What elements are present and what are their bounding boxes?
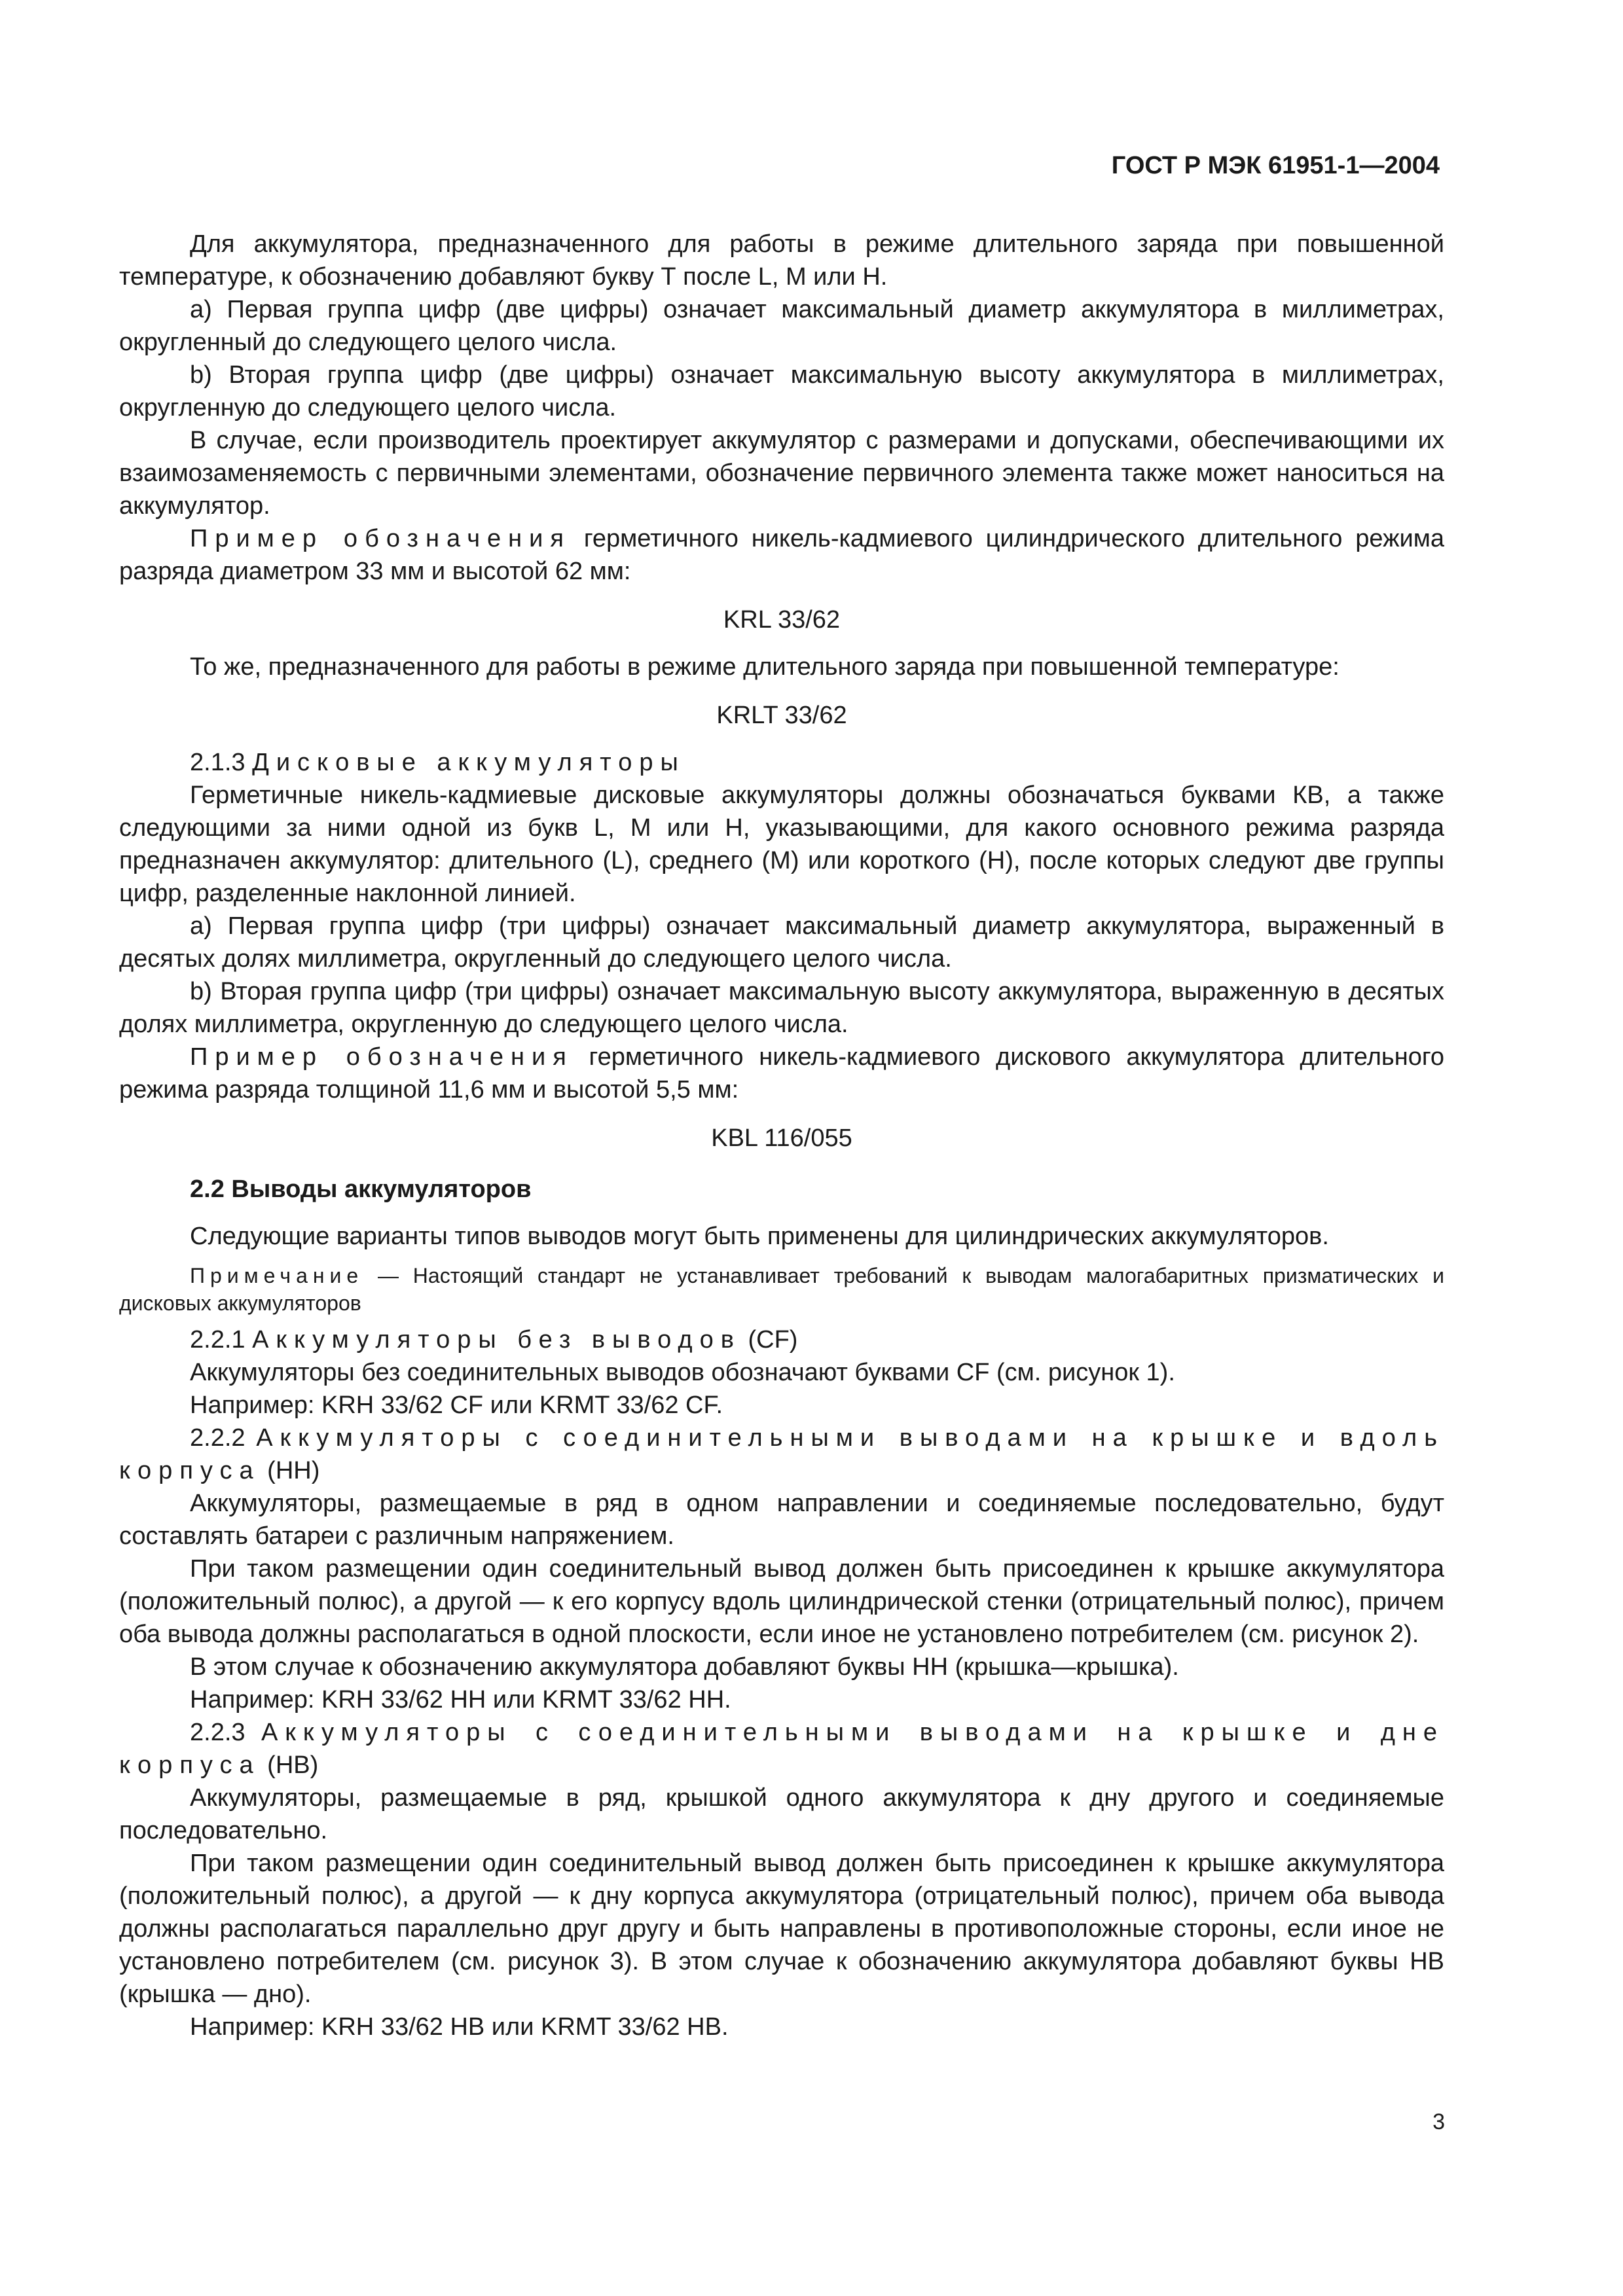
note-label: Примечание: [190, 1264, 364, 1287]
page-number: 3: [1432, 2109, 1445, 2134]
paragraph: То же, предназначенного для работы в режиме длительного заряда при повышенной температуре:: [190, 653, 1340, 681]
example-label: Пример обозначения: [190, 1043, 574, 1071]
paragraph: Герметичные никель-кадмиевые дисковые аккумуляторы должны обозначаться буквами КВ, а также следующими за ними одной из букв L, M или H, указывающими, для какого основного режима разряда предназначен аккумулятор: длительного (L), среднего (M) или короткого (H), после которых следуют две группы цифр, разделенные наклонной линией.: [119, 781, 1444, 907]
paragraph: Например: KRH 33/62 HB или KRMT 33/62 HB.: [190, 2013, 729, 2041]
note-text: — Настоящий стандарт не устанавливает требований к выводам малогабаритных призматических и дисковых аккумуляторов: [119, 1264, 1444, 1315]
paragraph: Аккумуляторы, размещаемые в ряд в одном направлении и соединяемые последовательно, будут составлять батареи с различным напряжением.: [119, 1490, 1444, 1550]
designation-code: KRL 33/62: [723, 606, 841, 634]
paragraph: Следующие варианты типов выводов могут быть применены для цилиндрических аккумуляторов.: [190, 1223, 1329, 1250]
page-body: [119, 228, 1444, 2043]
paragraph: Аккумуляторы, размещаемые в ряд, крышкой одного аккумулятора к дну другого и соединяемые последовательно.: [119, 1784, 1444, 1844]
standard-header: ГОСТ Р МЭК 61951-1—2004: [1111, 152, 1440, 179]
subsection-number: 2.2.2: [190, 1424, 257, 1452]
subsection-number: 2.2.3: [190, 1719, 261, 1746]
paragraph: При таком размещении один соединительный вывод должен быть присоединен к крышке аккумулятора (положительный полюс), а другой — к дну корпуса аккумулятора (отрицательный полюс), причем оба вывода должны располагаться параллельно друг другу и быть направлены в противоположные стороны, если иное не установлено потребителем (см. рисунок 3). В этом случае к обозначению аккумулятора добавляют буквы HB (крышка — дно).: [119, 1850, 1444, 2008]
paragraph: Например: KRH 33/62 CF или KRMT 33/62 CF.: [190, 1391, 723, 1419]
subsection-name: Аккумуляторы с соединительными выводами на крышке и вдоль корпуса: [119, 1424, 1444, 1484]
paragraph: Аккумуляторы без соединительных выводов обозначают буквами CF (см. рисунок 1).: [190, 1359, 1175, 1386]
example-paragraph: [119, 522, 1444, 588]
subsection-title: [119, 1323, 1444, 1356]
paragraph: a) Первая группа цифр (три цифры) означает максимальный диаметр аккумулятора, выраженный в десятых долях миллиметра, округленный до следующего целого числа.: [119, 912, 1444, 973]
subsection-title: [119, 746, 1444, 779]
subsection-title: [119, 1422, 1444, 1487]
paragraph: В этом случае к обозначению аккумулятора добавляют буквы HH (крышка—крышка).: [190, 1653, 1179, 1681]
subsection-number: 2.2.1: [190, 1326, 253, 1354]
subsection-title: [119, 1716, 1444, 1782]
paragraph: В случае, если производитель проектирует аккумулятор с размерами и допусками, обеспечивающими их взаимозаменяемость с первичными элементами, обозначение первичного элемента также может наноситься на аккумулятор.: [119, 427, 1444, 520]
paragraph: b) Вторая группа цифр (три цифры) означает максимальную высоту аккумулятора, выраженную в десятых долях миллиметра, округленную до следующего целого числа.: [119, 978, 1444, 1038]
note: [119, 1262, 1444, 1317]
subsection-number: 2.1.3: [190, 749, 253, 776]
designation-code: KRLT 33/62: [716, 702, 847, 729]
example-text: герметичного никель-кадмиевого дискового аккумулятора длительного режима разряда толщиной 11,6 мм и высотой 5,5 мм:: [119, 1043, 1445, 1103]
paragraph: b) Вторая группа цифр (две цифры) означает максимальную высоту аккумулятора в миллиметрах, округленную до следующего целого числа.: [119, 361, 1444, 422]
example-text: герметичного никель-кадмиевого цилиндрического длительного режима разряда диаметром 33 мм и высотой 62 мм:: [119, 525, 1444, 585]
subsection-code: (HB): [260, 1751, 319, 1779]
example-label: Пример обозначения: [190, 525, 571, 552]
subsection-name: Аккумуляторы с соединительными выводами на крышке и дне корпуса: [119, 1719, 1445, 1779]
paragraph: a) Первая группа цифр (две цифры) означает максимальный диаметр аккумулятора в миллиметрах, округленный до следующего целого числа.: [119, 296, 1444, 356]
paragraph: Например: KRH 33/62 HH или KRMT 33/62 HH.: [190, 1686, 731, 1713]
paragraph: Для аккумулятора, предназначенного для работы в режиме длительного заряда при повышенной температуре, к обозначению добавляют букву Т после L, M или H.: [119, 230, 1444, 291]
subsection-name: Аккумуляторы без выводов: [252, 1326, 741, 1354]
designation-code: KBL 116/055: [711, 1124, 852, 1152]
paragraph: При таком размещении один соединительный вывод должен быть присоединен к крышке аккумулятора (положительный полюс), а другой — к его корпусу вдоль цилиндрической стенки (отрицательный полюс), причем оба вывода должны располагаться в одной плоскости, если иное не установлено потребителем (см. рисунок 2).: [119, 1555, 1444, 1648]
subsection-name: Дисковые аккумуляторы: [252, 749, 685, 776]
example-paragraph: [119, 1041, 1444, 1106]
section-heading: 2.2 Выводы аккумуляторов: [190, 1175, 532, 1203]
subsection-code: (CF): [740, 1326, 798, 1354]
subsection-code: (HH): [260, 1457, 320, 1484]
